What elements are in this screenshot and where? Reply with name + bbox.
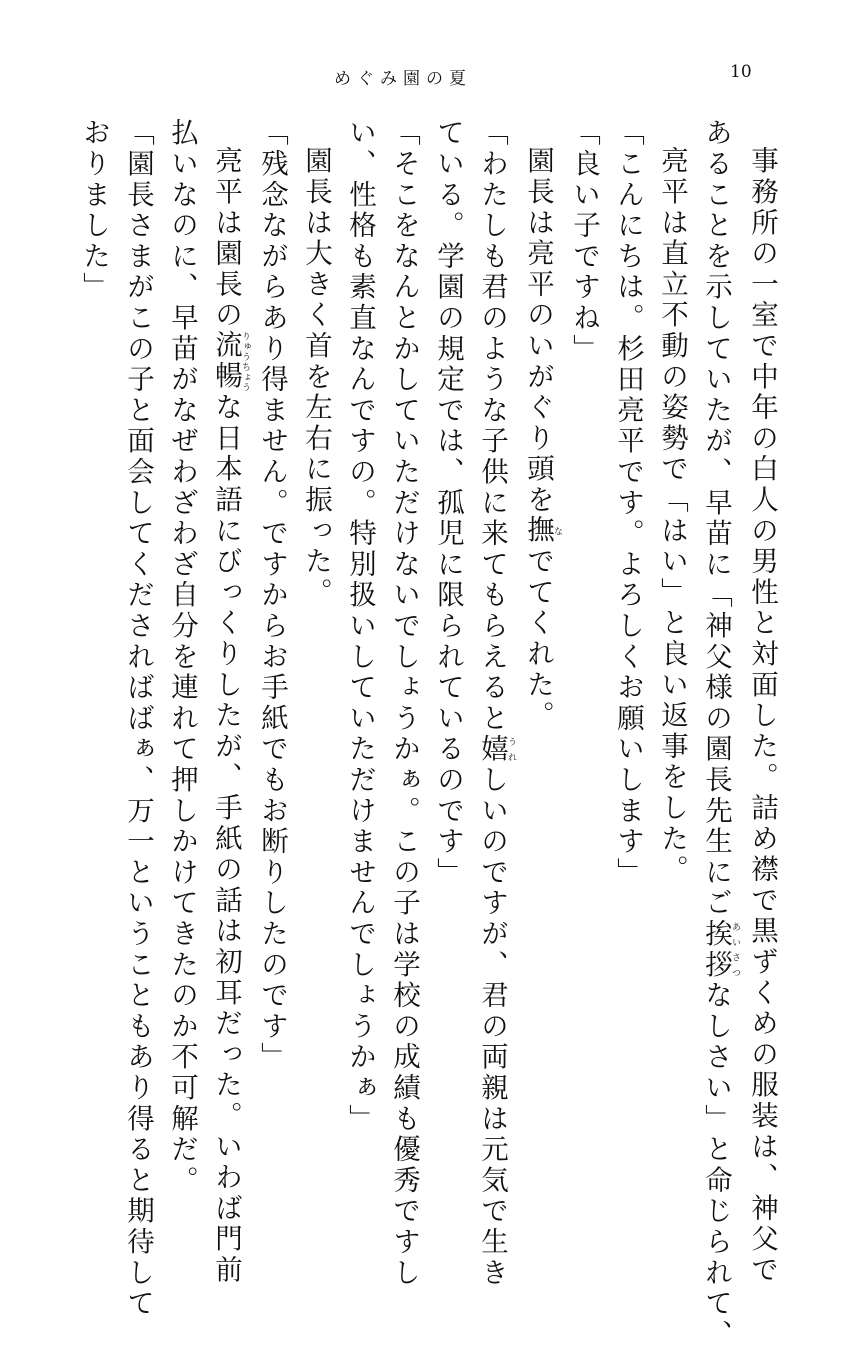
text-line	[250, 118, 294, 1158]
text-run: な日本語にびっくりしたが、手紙の話は初耳だった。いわば門前	[210, 391, 242, 1286]
text-run: でてくれた。	[522, 545, 554, 731]
text-line	[470, 118, 516, 1289]
text-run: しいのですが、君の両親は元気で生き	[476, 764, 508, 1289]
ruby-base: 嬉	[476, 734, 508, 765]
text-run: い、性格も素直なんですの。特別扱いしていただけませんでしょうかぁ」	[344, 118, 376, 1135]
text-run: ている。学園の規定では、孤児に限られているのです」	[432, 118, 464, 888]
ruby-ryuchou	[210, 330, 250, 392]
text-run: しさい」と命じられて、	[700, 1011, 732, 1350]
text-line	[694, 118, 740, 1350]
text-line	[294, 118, 338, 1158]
ruby-reading: うれ	[506, 734, 516, 765]
ruby-ure	[476, 734, 516, 765]
ruby-base: 流暢	[210, 330, 242, 392]
text-run: あることを示していたが、早苗に「神父様の園長先生にご	[700, 118, 732, 919]
text-run: 「こんにちは。杉田亮平です。よろしくお願いします」	[612, 118, 644, 888]
text-run: ぁ、万一ということもあり得ると期待して	[122, 734, 154, 1320]
text-run: 「良い子ですね」	[568, 118, 600, 365]
text-line	[426, 118, 470, 1158]
text-run: 亮平は園長の	[210, 145, 242, 331]
text-line	[740, 118, 784, 1286]
text-run: 「そこをなんとかしていただけないでしょうかぁ。この子は学校の成績も優秀ですし	[388, 118, 420, 1289]
text-run: おりました」	[78, 118, 110, 303]
running-title: めぐみ園の夏	[334, 69, 472, 89]
text-line	[116, 118, 160, 1320]
text-run: 亮平は直立不動の姿勢で「はい」と良い返事をした。	[656, 145, 688, 885]
text-line	[562, 118, 606, 1158]
ruby-reading: りゅうちょう	[240, 330, 250, 392]
text-line	[338, 118, 382, 1158]
ruby-reading: あいさつ	[730, 918, 740, 981]
text-line	[650, 118, 694, 1158]
text-line	[606, 118, 650, 1158]
ruby-nade	[522, 515, 562, 546]
text-run: 事務所の一室で中年の白人の男性と対面した。詰め襟で黒ずくめの服装は、神父で	[746, 145, 778, 1286]
text-line	[516, 118, 562, 1158]
ruby-aisatsu	[700, 918, 740, 981]
text-line	[72, 118, 116, 1158]
ruby-reading: な	[552, 515, 562, 546]
ruby-base: 撫	[522, 515, 554, 546]
text-run: 払いなのに、早苗がなぜわざわざ自分を連れて押しかけてきたのか不可解だ。	[166, 118, 198, 1196]
text-run: 「園長さまがこの子と面会してくだされば	[122, 118, 154, 704]
ruby-base: 挨拶	[700, 918, 732, 981]
text-line	[204, 118, 250, 1286]
text-run: な	[700, 980, 732, 1012]
text-run: 「残念ながらあり得ません。ですからお手紙でもお断りしたのです」	[256, 118, 288, 1073]
text-run: 園長は亮平のいがぐり頭を	[522, 145, 554, 516]
text-line	[160, 118, 204, 1196]
page-number: 10	[730, 62, 752, 82]
text-run: 園長は大きく首を左右に振った。	[300, 145, 332, 608]
vertical-body-text	[78, 118, 784, 1350]
text-line	[382, 118, 426, 1289]
text-run: ば	[122, 703, 154, 735]
text-run: 「わたしも君のような子供に来てもらえると	[476, 118, 508, 734]
